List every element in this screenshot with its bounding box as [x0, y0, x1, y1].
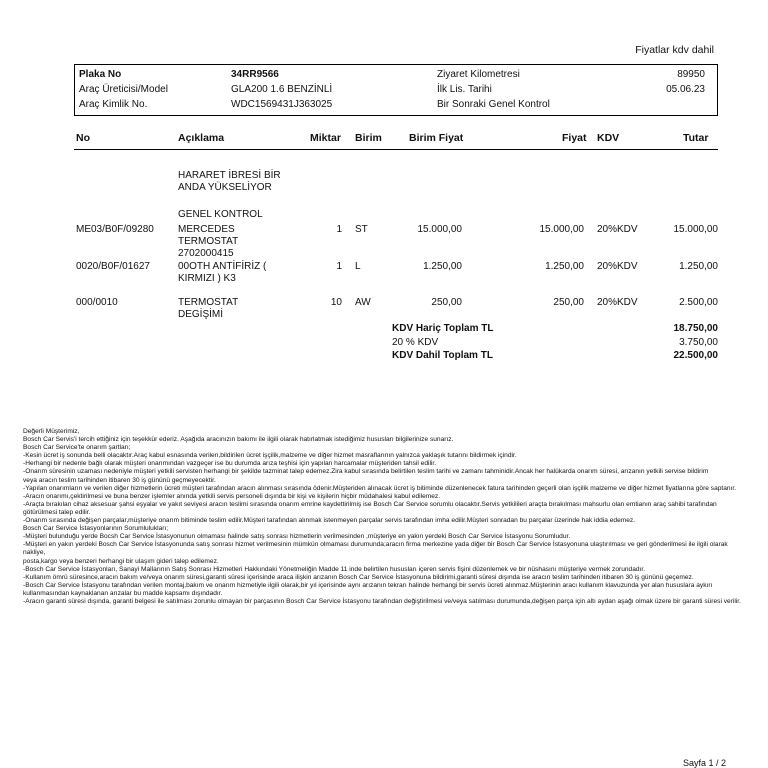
mileage-label: Ziyaret Kilometresi	[437, 69, 520, 80]
row-no: 000/0010	[76, 297, 118, 308]
terms-line: -Onarım sırasında değişen parçalar,müşteriye onarım bitiminde teslim edilir.Müşteri tarafından alınmak istenmeyen parçalar servis tarafından imha edilir.Müşteri sonradan bu parçalar üzerinde hak iddia edemez.	[23, 517, 636, 525]
row-description: 00OTH ANTİFİRİZ ( KIRMIZI ) K3	[178, 261, 267, 284]
terms-line: veya aracın teslim tarihinden itibaren 30 iş gününü geçmeyecektir.	[23, 476, 216, 484]
col-header-total: Tutar	[683, 132, 709, 144]
terms-line: -Araçta bırakılan cihaz aksesuar şahsi eşyalar ve yakıt seviyesi aracın teslimi sırasında onarım emrine kaydettirilmiş ise Bosch Car Service sorumlu olacaktır.Servis yetkilileri araçta bırakılması mahsurlu olan emtianın araç sahibi tarafından	[23, 500, 717, 508]
row-description: TERMOSTAT DEGİŞİMİ	[178, 297, 238, 320]
row-quantity: 1	[336, 261, 342, 272]
row-total: 2.500,00	[679, 297, 718, 308]
vat-label: 20 % KDV	[392, 337, 439, 348]
col-header-quantity: Miktar	[310, 132, 341, 144]
terms-line: Bosch Car Service İstasyonlarının Sorumlulukları;	[23, 525, 169, 533]
section-note: GENEL KONTROL	[178, 209, 263, 220]
terms-line: Bosch Car Service'te onarım şartları;	[23, 444, 131, 452]
section-note: HARARET İBRESİ BİR ANDA YÜKSELİYOR	[178, 170, 281, 193]
row-unit-price: 250,00	[431, 297, 462, 308]
terms-line: -Bosch Car Service İstasyonu tarafından verilen montaj,bakım ve onarım hizmetiyle ilgili olarak,bir yıl içerisinde aynı arızanın tekrarı halinde herhangi bir servis ücreti alınmaz.Müşterinin aracı kullanım klavuzunda yer alan hususlara aykırı	[23, 581, 713, 589]
vehicle-info-box	[74, 64, 718, 116]
vin-value: WDC1569431J363025	[231, 99, 333, 110]
row-quantity: 10	[330, 297, 342, 308]
subtotal-label: KDV Hariç Toplam TL	[392, 323, 494, 334]
col-header-description: Açıklama	[178, 132, 225, 144]
plate-label: Plaka No	[79, 69, 122, 80]
col-header-price: Fiyat	[562, 132, 587, 144]
vat-value: 3.750,00	[679, 337, 718, 348]
col-header-vat: KDV	[597, 132, 620, 144]
subtotal-value: 18.750,00	[673, 323, 718, 334]
row-total: 15.000,00	[673, 224, 718, 235]
row-total: 1.250,00	[679, 261, 718, 272]
next-inspection-label: Bir Sonraki Genel Kontrol	[437, 99, 550, 110]
terms-line: -Müşteri en yakın yerdeki Bosch Car Service İstasyonunda satış sonrası hizmet verilmesinin mümkün olmaması durumunda;aracın firma merkezine yada diğer bir Bosch Car Service İstasyonuna ulaştırılması ve geri gönderilmesi ile ilgili olarak nakliye,	[23, 541, 728, 557]
col-header-no: No	[76, 132, 90, 144]
terms-line: -Kullanım ömrü süresince,aracın bakım ve/veya onarım süresi,garanti süresi içerisinde araca ilişkin arızanın Bosch Car Service İstasyonuna bildirimi,garanti süresi dışında ise aracın teslim tarihinden itibaren 30 iş gününü geçemez.	[23, 573, 694, 581]
terms-line: -Müşteri bulunduğu yerde Bocsh Car Service İstasyonunun olmaması halinde satış sonrası hizmetlerin verilmesinden ,müşteriye en yakın yerdeki Bosch Car Service İstasyonu Sorumludur.	[23, 533, 571, 541]
row-unit: ST	[355, 224, 368, 235]
prices-note: Fiyatlar kdv dahil	[635, 44, 714, 56]
row-unit: AW	[355, 297, 371, 308]
row-description: MERCEDES TERMOSTAT 2702000415	[178, 224, 238, 259]
row-vat: 20%KDV	[597, 261, 638, 272]
col-header-unit-price: Birim Fiyat	[409, 132, 464, 144]
row-price: 15.000,00	[539, 224, 584, 235]
col-header-unit: Birim	[355, 132, 382, 144]
terms-line: götürülmesi talep edilir.	[23, 508, 91, 516]
terms-line: -Kesin ücret iş sonunda belli olacaktır.Araç kabul esnasında verilen,bildirilen ücret işçilik,malzeme ve diğer hizmet masraflarının yalnızca yaklaşık tutarını bildirmek içindir.	[23, 452, 517, 460]
vin-label: Araç Kimlik No.	[79, 99, 148, 110]
terms-line: Değerli Müşterimiz,	[23, 428, 80, 435]
mileage-value: 89950	[677, 69, 705, 80]
terms-line: -Yapılan onarımların ve verilen diğer hizmetlerin ücreti müşteri tarafından aracın alınması sırasında ödenir.Müşteriden alınacak ücret iş bitiminde düzenlenecek fatura tarihinden geçerli olan işçilik malzeme ve diğer hizmet fiyatlarına göre saptanır.	[23, 484, 737, 492]
row-unit: L	[355, 261, 361, 272]
model-value: GLA200 1.6 BENZİNLİ	[231, 84, 333, 95]
header-divider	[74, 149, 718, 150]
row-unit-price: 1.250,00	[423, 261, 462, 272]
row-vat: 20%KDV	[597, 224, 638, 235]
row-no: ME03/B0F/09280	[76, 224, 154, 235]
model-label: Araç Üreticisi/Model	[79, 84, 168, 95]
terms-line: -Bosch Car Service İstasyonları, Sanayi Mallarının Satış Sonrası Hizmetleri Hakkındaki Yönetmeliğin Madde 11 inde belirtilen hususları içeren servis fişini düzenlemek ve bir nüshasını müşteriye vermek zorundadır.	[23, 565, 646, 573]
terms-line: -Herhangi bir nedenle bağlı olarak müşteri onarımından vazgeçer ise bu durumda arıza teşhisi için yapılan harcamalar müşteriden tahsil edilir.	[23, 460, 437, 468]
registration-date-value: 05.06.23	[666, 84, 705, 95]
grand-total-value: 22.500,00	[673, 350, 718, 361]
row-unit-price: 15.000,00	[417, 224, 462, 235]
grand-total-label: KDV Dahil Toplam TL	[392, 350, 493, 361]
plate-value: 34RR9566	[231, 69, 279, 80]
terms-text	[23, 428, 743, 606]
terms-line: Bosch Car Servis'i tercih ettiğiniz için teşekkür ederiz. Aşağıda aracınızın bakımı ile ilgili olarak hatırlatmak istediğimiz hususları bilgilerinize sunarız.	[23, 436, 454, 444]
row-vat: 20%KDV	[597, 297, 638, 308]
row-price: 250,00	[553, 297, 584, 308]
terms-line: -Aracın onarımı,çektirilmesi ve buna benzer işlemler anında yetkili servis personeli dışında bir kişi ve kişilerin hiçbir müdahalesi kabul edilemez.	[23, 492, 441, 500]
terms-line: posta,kargo veya benzeri herhangi bir ulaşım gideri talep edilemez.	[23, 557, 219, 565]
row-no: 0020/B0F/01627	[76, 261, 150, 272]
terms-line: -Onarım süresinin uzaması nedeniyle müşteri yetkili servisten herhangi bir şekilde tazminat talep edemez.Zira kabul sırasında belirtilen teslim tarihi ve zamanı tahminidir.Ancak her halükarda onarım süresi, arızanın yetkili servise bildirim	[23, 468, 709, 476]
terms-line: kullanmasından kaynaklanan arızalar bu madde kapsamı dışındadır.	[23, 589, 223, 597]
page-number: Sayfa 1 / 2	[682, 758, 726, 768]
registration-date-label: İlk Lis. Tarihi	[437, 84, 492, 95]
row-quantity: 1	[336, 224, 342, 235]
row-price: 1.250,00	[545, 261, 584, 272]
terms-line: -Aracın garanti süresi dışında, garanti belgesi ile satılması zorunlu olmayan bir parçasının Bosch Car Service İstasyonu tarafından değiştirilmesi ve/veya satılması durumunda,değişen parça için altı aydan aşağı olmak üzere bir garanti süresi verilir.	[23, 597, 741, 605]
